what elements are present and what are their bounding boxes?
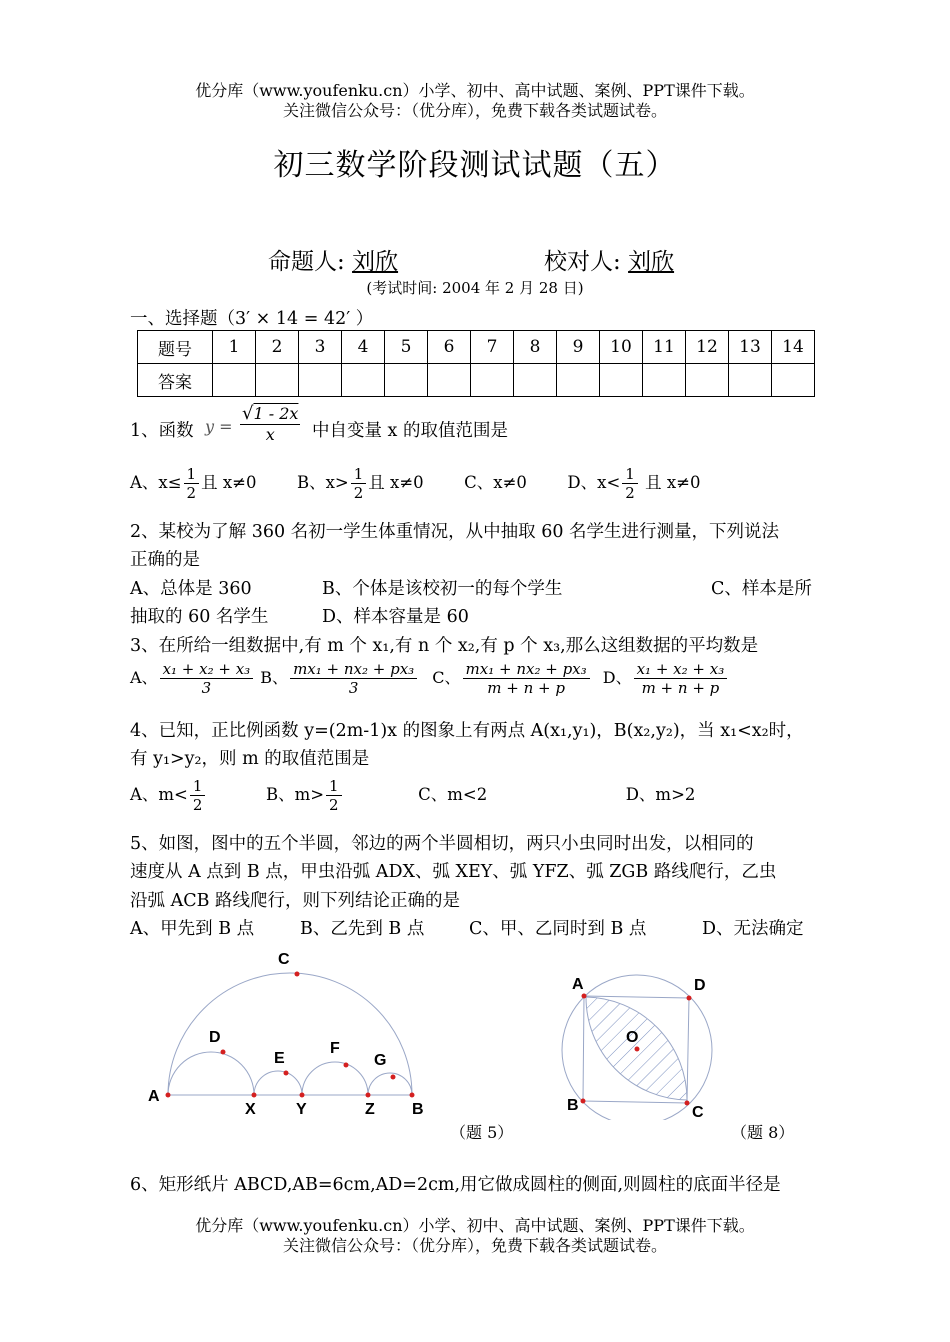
q5-option-b: B、乙先到 B 点 xyxy=(300,919,425,939)
exam-time: (考试时间: 2004 年 2 月 28 日) xyxy=(366,279,584,297)
fig5-label-a: A xyxy=(148,1088,160,1105)
fig5-arc-xey xyxy=(254,1071,302,1095)
header-line-2: 关注微信公众号：（优分库），免费下载各类试题试卷。 xyxy=(282,101,667,120)
fig5-point-y xyxy=(300,1093,305,1098)
answer-table-row1-label: 题号 xyxy=(138,331,213,364)
q3-frac-a: $\frac{\text{x₁ + x₂ + x₃}}{3}$ xyxy=(160,660,254,697)
q1-option-b-tail: 且 x≠0 xyxy=(368,473,424,492)
answer-table-header-row xyxy=(138,331,815,364)
fig8-label-b: B xyxy=(567,1097,579,1114)
answer-cell[interactable] xyxy=(600,364,643,397)
question-number: 2 xyxy=(256,331,299,364)
author-line xyxy=(268,243,398,276)
question-number: 13 xyxy=(729,331,772,364)
question-number: 5 xyxy=(385,331,428,364)
answer-cell[interactable] xyxy=(256,364,299,397)
q1-fraction: √1 - 2x x xyxy=(242,403,299,444)
question-number: 3 xyxy=(299,331,342,364)
q4-option-d: D、m>2 xyxy=(625,785,696,804)
answer-cell[interactable] xyxy=(428,364,471,397)
fig5-arc-acb xyxy=(168,973,412,1095)
q6-stem: 6、矩形纸片 ABCD,AB=6cm,AD=2cm,用它做成圆柱的侧面,则圆柱的底面半径是 xyxy=(130,1175,781,1195)
fig5-label-y: Y xyxy=(296,1101,307,1118)
answer-cell[interactable] xyxy=(514,364,557,397)
q1-radicand: 1 - 2x xyxy=(253,404,299,423)
q3-option-d: D、 xyxy=(602,668,632,687)
fig5-arc-yfz xyxy=(302,1062,368,1095)
checker-name: 刘欣 xyxy=(628,249,675,275)
fig5-point-e xyxy=(284,1071,289,1076)
figure-5 xyxy=(140,950,440,1120)
q4-half-b: $\frac{1}{2}$ xyxy=(326,777,342,814)
q1-option-d-tail: 且 x≠0 xyxy=(645,473,701,492)
q2-option-b: B、个体是该校初一的每个学生 xyxy=(322,579,563,599)
q3-option-a: A、 xyxy=(130,668,158,687)
q3-frac-c: $\frac{\text{mx₁ + nx₂ + px₃}}{m + n + p}$ xyxy=(463,660,590,697)
fig5-label-z: Z xyxy=(365,1101,375,1118)
fig5-label-x: X xyxy=(245,1101,256,1118)
q1-option-a: A、x≤ xyxy=(130,473,182,492)
fig8-label-a: A xyxy=(572,976,584,993)
fig5-caption: （题 5） xyxy=(450,1123,514,1142)
q1-formula xyxy=(205,417,233,436)
q1-option-b: B、x> xyxy=(296,473,349,492)
footer-line-1: 优分库（www.youfenku.cn）小学、初中、高中试题、案例、PPT课件下载。 xyxy=(195,1216,755,1235)
fig8-point-c xyxy=(685,1101,690,1106)
q1-option-a-tail: 且 x≠0 xyxy=(201,473,257,492)
q1-stem-a: 1、函数 xyxy=(130,421,194,441)
header-line-1: 优分库（www.youfenku.cn）小学、初中、高中试题、案例、PPT课件下载。 xyxy=(195,81,755,100)
question-number: 12 xyxy=(686,331,729,364)
q1-half-d: $\frac{1}{2}$ xyxy=(622,465,638,502)
question-number: 11 xyxy=(643,331,686,364)
fig8-label-d: D xyxy=(694,977,706,994)
fig8-point-a xyxy=(582,994,587,999)
question-number: 9 xyxy=(557,331,600,364)
q4-line1: 4、已知，正比例函数 y=(2m-1)x 的图象上有两点 A(x₁,y₁)，B(x₂,y₂)，当 x₁<x₂时， xyxy=(130,721,804,741)
fig5-label-c: C xyxy=(278,951,290,968)
question-number: 1 xyxy=(213,331,256,364)
q2-option-a: A、总体是 360 xyxy=(130,579,252,599)
author-name: 刘欣 xyxy=(352,249,399,275)
fig5-point-x xyxy=(252,1093,257,1098)
fig5-point-c xyxy=(295,972,300,977)
q1-options xyxy=(130,465,700,502)
fig5-point-z xyxy=(366,1093,371,1098)
q5-line1: 5、如图，图中的五个半圆，邻边的两个半圆相切，两只小虫同时出发，以相同的 xyxy=(130,834,754,854)
fig8-label-o: O xyxy=(626,1029,639,1046)
page-title: 初三数学阶段测试试题（五） xyxy=(273,148,677,183)
q1-half-b: $\frac{1}{2}$ xyxy=(351,465,367,502)
fig5-label-d: D xyxy=(209,1029,221,1046)
answer-cell[interactable] xyxy=(342,364,385,397)
fig5-label-f: F xyxy=(330,1040,340,1057)
answer-cell[interactable] xyxy=(299,364,342,397)
fig5-point-b xyxy=(410,1093,415,1098)
q1-half-a: $\frac{1}{2}$ xyxy=(184,465,200,502)
q4-line2: 有 y₁>y₂，则 m 的取值范围是 xyxy=(130,749,370,769)
q2-line2: 正确的是 xyxy=(130,550,200,570)
answer-table xyxy=(137,330,815,397)
section-heading: 一、选择题（3′ × 14 = 42′ ） xyxy=(130,309,374,329)
answer-cell[interactable] xyxy=(772,364,815,397)
q5-option-d: D、无法确定 xyxy=(702,919,804,939)
fig5-label-b: B xyxy=(412,1101,424,1118)
question-number: 14 xyxy=(772,331,815,364)
question-number: 7 xyxy=(471,331,514,364)
answer-table-row2-label: 答案 xyxy=(138,364,213,397)
q5-line2: 速度从 A 点到 B 点，甲虫沿弧 ADX、弧 XEY、弧 YFZ、弧 ZGB 路线爬行，乙虫 xyxy=(130,862,777,882)
q2-option-c-cont: 抽取的 60 名学生 xyxy=(130,607,269,627)
q4-half-a: $\frac{1}{2}$ xyxy=(190,777,206,814)
q5-line3: 沿弧 ACB 路线爬行，则下列结论正确的是 xyxy=(130,891,461,911)
q5-option-c: C、甲、乙同时到 B 点 xyxy=(469,919,647,939)
answer-cell[interactable] xyxy=(471,364,514,397)
answer-cell[interactable] xyxy=(643,364,686,397)
q3-option-b: B、 xyxy=(260,668,289,687)
fig8-point-b xyxy=(581,1099,586,1104)
fig5-point-g xyxy=(391,1075,396,1080)
question-number: 10 xyxy=(600,331,643,364)
q3-frac-b: $\frac{\text{mx₁ + nx₂ + px₃}}{3}$ xyxy=(290,660,417,697)
question-1-stem xyxy=(130,417,194,442)
checker-line xyxy=(544,243,674,276)
q4-option-a: A、m< xyxy=(130,785,188,804)
answer-cell[interactable] xyxy=(213,364,256,397)
q1-denominator: x xyxy=(265,425,275,444)
fig5-point-a xyxy=(166,1093,171,1098)
answer-cell[interactable] xyxy=(557,364,600,397)
answer-cell[interactable] xyxy=(686,364,729,397)
question-number: 6 xyxy=(428,331,471,364)
fig5-label-e: E xyxy=(274,1050,285,1067)
answer-table-answer-row xyxy=(138,364,815,397)
fig8-point-o xyxy=(635,1047,640,1052)
fig8-label-c: C xyxy=(692,1104,704,1121)
q4-options xyxy=(130,777,695,814)
q3-frac-d: $\frac{\text{x₁ + x₂ + x₃}}{m + n + p}$ xyxy=(634,660,728,697)
author-label: 命题人: xyxy=(268,249,345,275)
checker-label: 校对人: xyxy=(544,249,621,275)
q1-option-c: C、x≠0 xyxy=(464,473,527,492)
question-number: 8 xyxy=(514,331,557,364)
question-number: 4 xyxy=(342,331,385,364)
q1-option-d: D、x< xyxy=(567,473,621,492)
q3-options xyxy=(130,660,729,697)
q2-option-c: C、样本是所 xyxy=(711,579,812,599)
fig8-caption: （题 8） xyxy=(731,1123,795,1142)
q3-option-c: C、 xyxy=(432,668,461,687)
q5-option-a: A、甲先到 B 点 xyxy=(130,919,255,939)
answer-cell[interactable] xyxy=(385,364,428,397)
fig8-point-d xyxy=(687,996,692,1001)
fig5-arc-adx xyxy=(168,1052,254,1095)
footer-line-2: 关注微信公众号：（优分库），免费下载各类试题试卷。 xyxy=(282,1236,667,1255)
q2-option-d: D、样本容量是 60 xyxy=(322,607,469,627)
q2-line1: 2、某校为了解 360 名初一学生体重情况，从中抽取 60 名学生进行测量，下列说法 xyxy=(130,522,780,542)
q3-stem: 3、在所给一组数据中,有 m 个 x₁,有 n 个 x₂,有 p 个 x₃,那么这组数据的平均数是 xyxy=(130,636,759,656)
q4-option-b: B、m> xyxy=(265,785,325,804)
fig5-point-f xyxy=(344,1063,349,1068)
fig5-arc-zgb xyxy=(368,1073,412,1095)
q1-formula-y: y = xyxy=(205,417,233,436)
q1-stem-b: 中自变量 x 的取值范围是 xyxy=(312,421,508,441)
fig5-label-g: G xyxy=(374,1052,387,1069)
fig5-point-d xyxy=(221,1050,226,1055)
answer-cell[interactable] xyxy=(729,364,772,397)
q4-option-c: C、m<2 xyxy=(418,785,488,804)
